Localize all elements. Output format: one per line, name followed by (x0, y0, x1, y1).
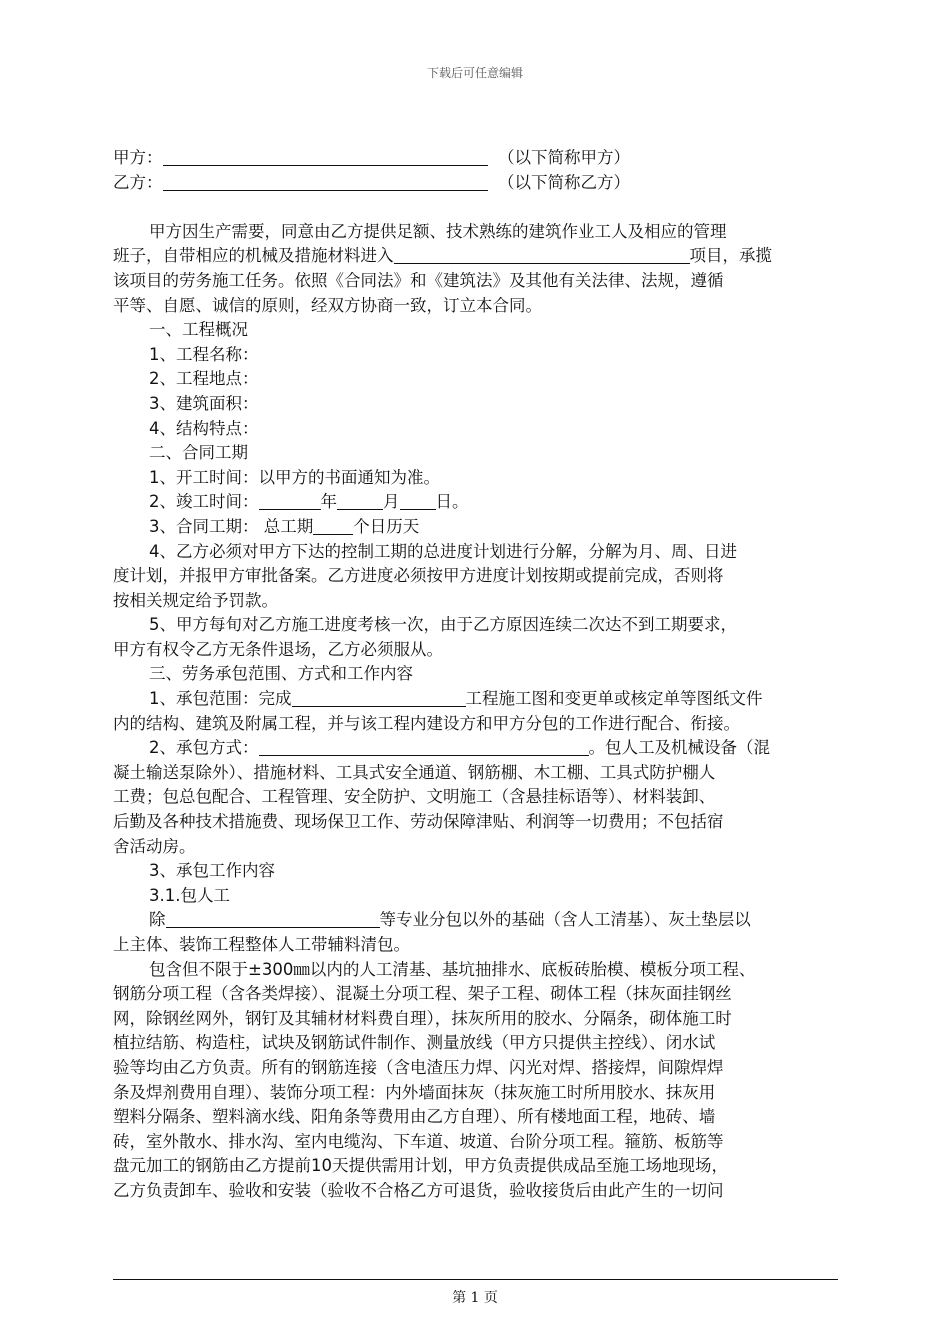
exclusion-label: 除 (149, 910, 166, 930)
contract-duration (113, 515, 838, 540)
clause-line: 凝土输送泵除外）、措施材料、工具式安全通道、钢筋棚、木工棚、工具式防护棚人 (113, 762, 716, 782)
mode-text: 。包人工及机械设备（混 (588, 738, 770, 758)
clause-line: 甲方有权令乙方无条件退场，乙方必须服从。 (113, 639, 443, 659)
mode-line (113, 736, 838, 761)
scope-blank[interactable] (292, 688, 466, 707)
project-name-blank[interactable] (394, 245, 690, 264)
clause-line: 5、甲方每旬对乙方施工进度考核一次，由于乙方原因连续二次达不到工期要求， (149, 615, 737, 635)
month-label: 月 (383, 492, 400, 512)
clause-line: 内的结构、建筑及附属工程，并与该工程内建设方和甲方分包的工作进行配合、衔接。 (113, 713, 740, 733)
start-time: 1、开工时间：以甲方的书面通知为准。 (149, 467, 440, 487)
year-blank[interactable] (259, 491, 321, 510)
scope-line (113, 687, 838, 712)
clause-line: 上主体、装饰工程整体人工带辅料清包。 (113, 935, 410, 954)
intro-line: 平等、自愿、诚信的原则，经双方协商一致，订立本合同。 (113, 295, 542, 315)
duration-label: 3、合同工期： 总工期 (149, 516, 314, 536)
clause-line: 4、乙方必须对甲方下达的控制工期的总进度计划进行分解，分解为月、周、日进 (149, 541, 737, 561)
clause-line: 植拉结筋、构造柱，试块及钢筋试件制作、测量放线（甲方只提供主控线）、闭水试 (113, 1033, 716, 1053)
day-label: 日。 (435, 492, 469, 512)
clause-line: 度计划，并报甲方审批备案。乙方进度必须按甲方进度计划按期或提前完成，否则将 (113, 566, 724, 586)
subsection-title: 3.1.包人工 (149, 885, 230, 905)
party-b-blank[interactable] (163, 172, 488, 191)
subsection-title: 3、承包工作内容 (149, 861, 275, 881)
clause-line: 验等均由乙方负责。所有的钢筋连接（含电渣压力焊、闪光对焊、搭接焊，间隙焊焊 (113, 1057, 724, 1077)
clause-line: 砖，室外散水、排水沟、室内电缆沟、下车道、坡道、台阶分项工程。箍筋、板筋等 (113, 1131, 724, 1151)
contract-body (113, 146, 838, 1204)
clause-line: 盘元加工的钢筋由乙方提前10天提供需用计划，甲方负责提供成品至施工场地现场， (113, 1156, 728, 1176)
section-title: 一、工程概况 (149, 320, 248, 340)
clause-line: 后勤及各种技术措施费、现场保卫工作、劳动保障津贴、利润等一切费用；不包括宿 (113, 812, 724, 832)
party-b-label: 乙方： (113, 172, 163, 192)
clause-line: 工费；包总包配合、工程管理、安全防护、文明施工（含悬挂标语等）、材料装卸、 (113, 787, 716, 807)
clause-line: 网，除钢丝网外，钢钉及其辅材材料费自理），抹灰所用的胶水、分隔条，砌体施工时 (113, 1008, 732, 1028)
month-blank[interactable] (337, 491, 383, 510)
footer-divider (113, 1279, 838, 1280)
intro-line (113, 244, 838, 269)
intro-line: 甲方因生产需要，同意由乙方提供足额、技术熟练的建筑作业工人及相应的管理 (149, 221, 727, 241)
duration-blank[interactable] (313, 516, 353, 535)
completion-time (113, 490, 838, 515)
scope-label: 1、承包范围：完成 (149, 689, 292, 709)
item-structure: 4、结构特点： (149, 418, 259, 438)
clause-line: 按相关规定给予罚款。 (113, 590, 278, 610)
mode-blank[interactable] (259, 737, 589, 756)
exclusion-text: 等专业分包以外的基础（含人工清基）、灰土垫层以 (379, 910, 751, 930)
duration-unit: 个日历天 (353, 516, 420, 536)
intro-text: 项目，承揽 (689, 246, 772, 266)
exclusion-line (113, 908, 838, 933)
party-a-blank[interactable] (163, 147, 488, 166)
clause-line: 包含但不限于±300㎜以内的人工清基、基坑抽排水、底板砖胎模、模板分项工程、 (149, 959, 756, 979)
party-b-line (113, 171, 838, 196)
intro-text: 班子，自带相应的机械及措施材料进入 (113, 246, 394, 266)
year-label: 年 (320, 492, 337, 512)
completion-label: 2、竣工时间： (149, 492, 259, 512)
mode-label: 2、承包方式： (149, 738, 259, 758)
section-title: 三、劳务承包范围、方式和工作内容 (149, 664, 413, 684)
intro-line: 该项目的劳务施工任务。依照《合同法》和《建筑法》及其他有关法律、法规，遵循 (113, 270, 724, 290)
party-a-suffix: （以下简称甲方） (498, 148, 630, 167)
item-project-name: 1、工程名称： (149, 344, 259, 364)
party-a-label: 甲方： (113, 148, 163, 167)
page-number: 第 1 页 (452, 1290, 498, 1306)
item-building-area: 3、建筑面积： (149, 393, 259, 413)
section-title: 二、合同工期 (149, 443, 248, 463)
page-header-note: 下载后可任意编辑 (426, 66, 523, 80)
day-blank[interactable] (400, 491, 436, 510)
clause-line: 钢筋分项工程（含各类焊接）、混凝土分项工程、架子工程、砌体工程（抹灰面挂钢丝 (113, 984, 732, 1004)
clause-line: 舍活动房。 (113, 836, 196, 856)
clause-line: 塑料分隔条、塑料滴水线、阳角条等费用由乙方自理）、所有楼地面工程，地砖、墙 (113, 1107, 716, 1127)
clause-line: 乙方负责卸车、验收和安装（验收不合格乙方可退货，验收接货后由此产生的一切问 (113, 1180, 724, 1200)
party-a-line (113, 146, 838, 171)
item-project-location: 2、工程地点： (149, 369, 259, 389)
scope-text: 工程施工图和变更单或核定单等图纸文件 (465, 689, 763, 709)
clause-line: 条及焊剂费用自理）、装饰分项工程：内外墙面抹灰（抹灰施工时所用胶水、抹灰用 (113, 1082, 716, 1102)
party-b-suffix: （以下简称乙方） (498, 172, 630, 192)
exclusion-blank[interactable] (166, 909, 380, 928)
